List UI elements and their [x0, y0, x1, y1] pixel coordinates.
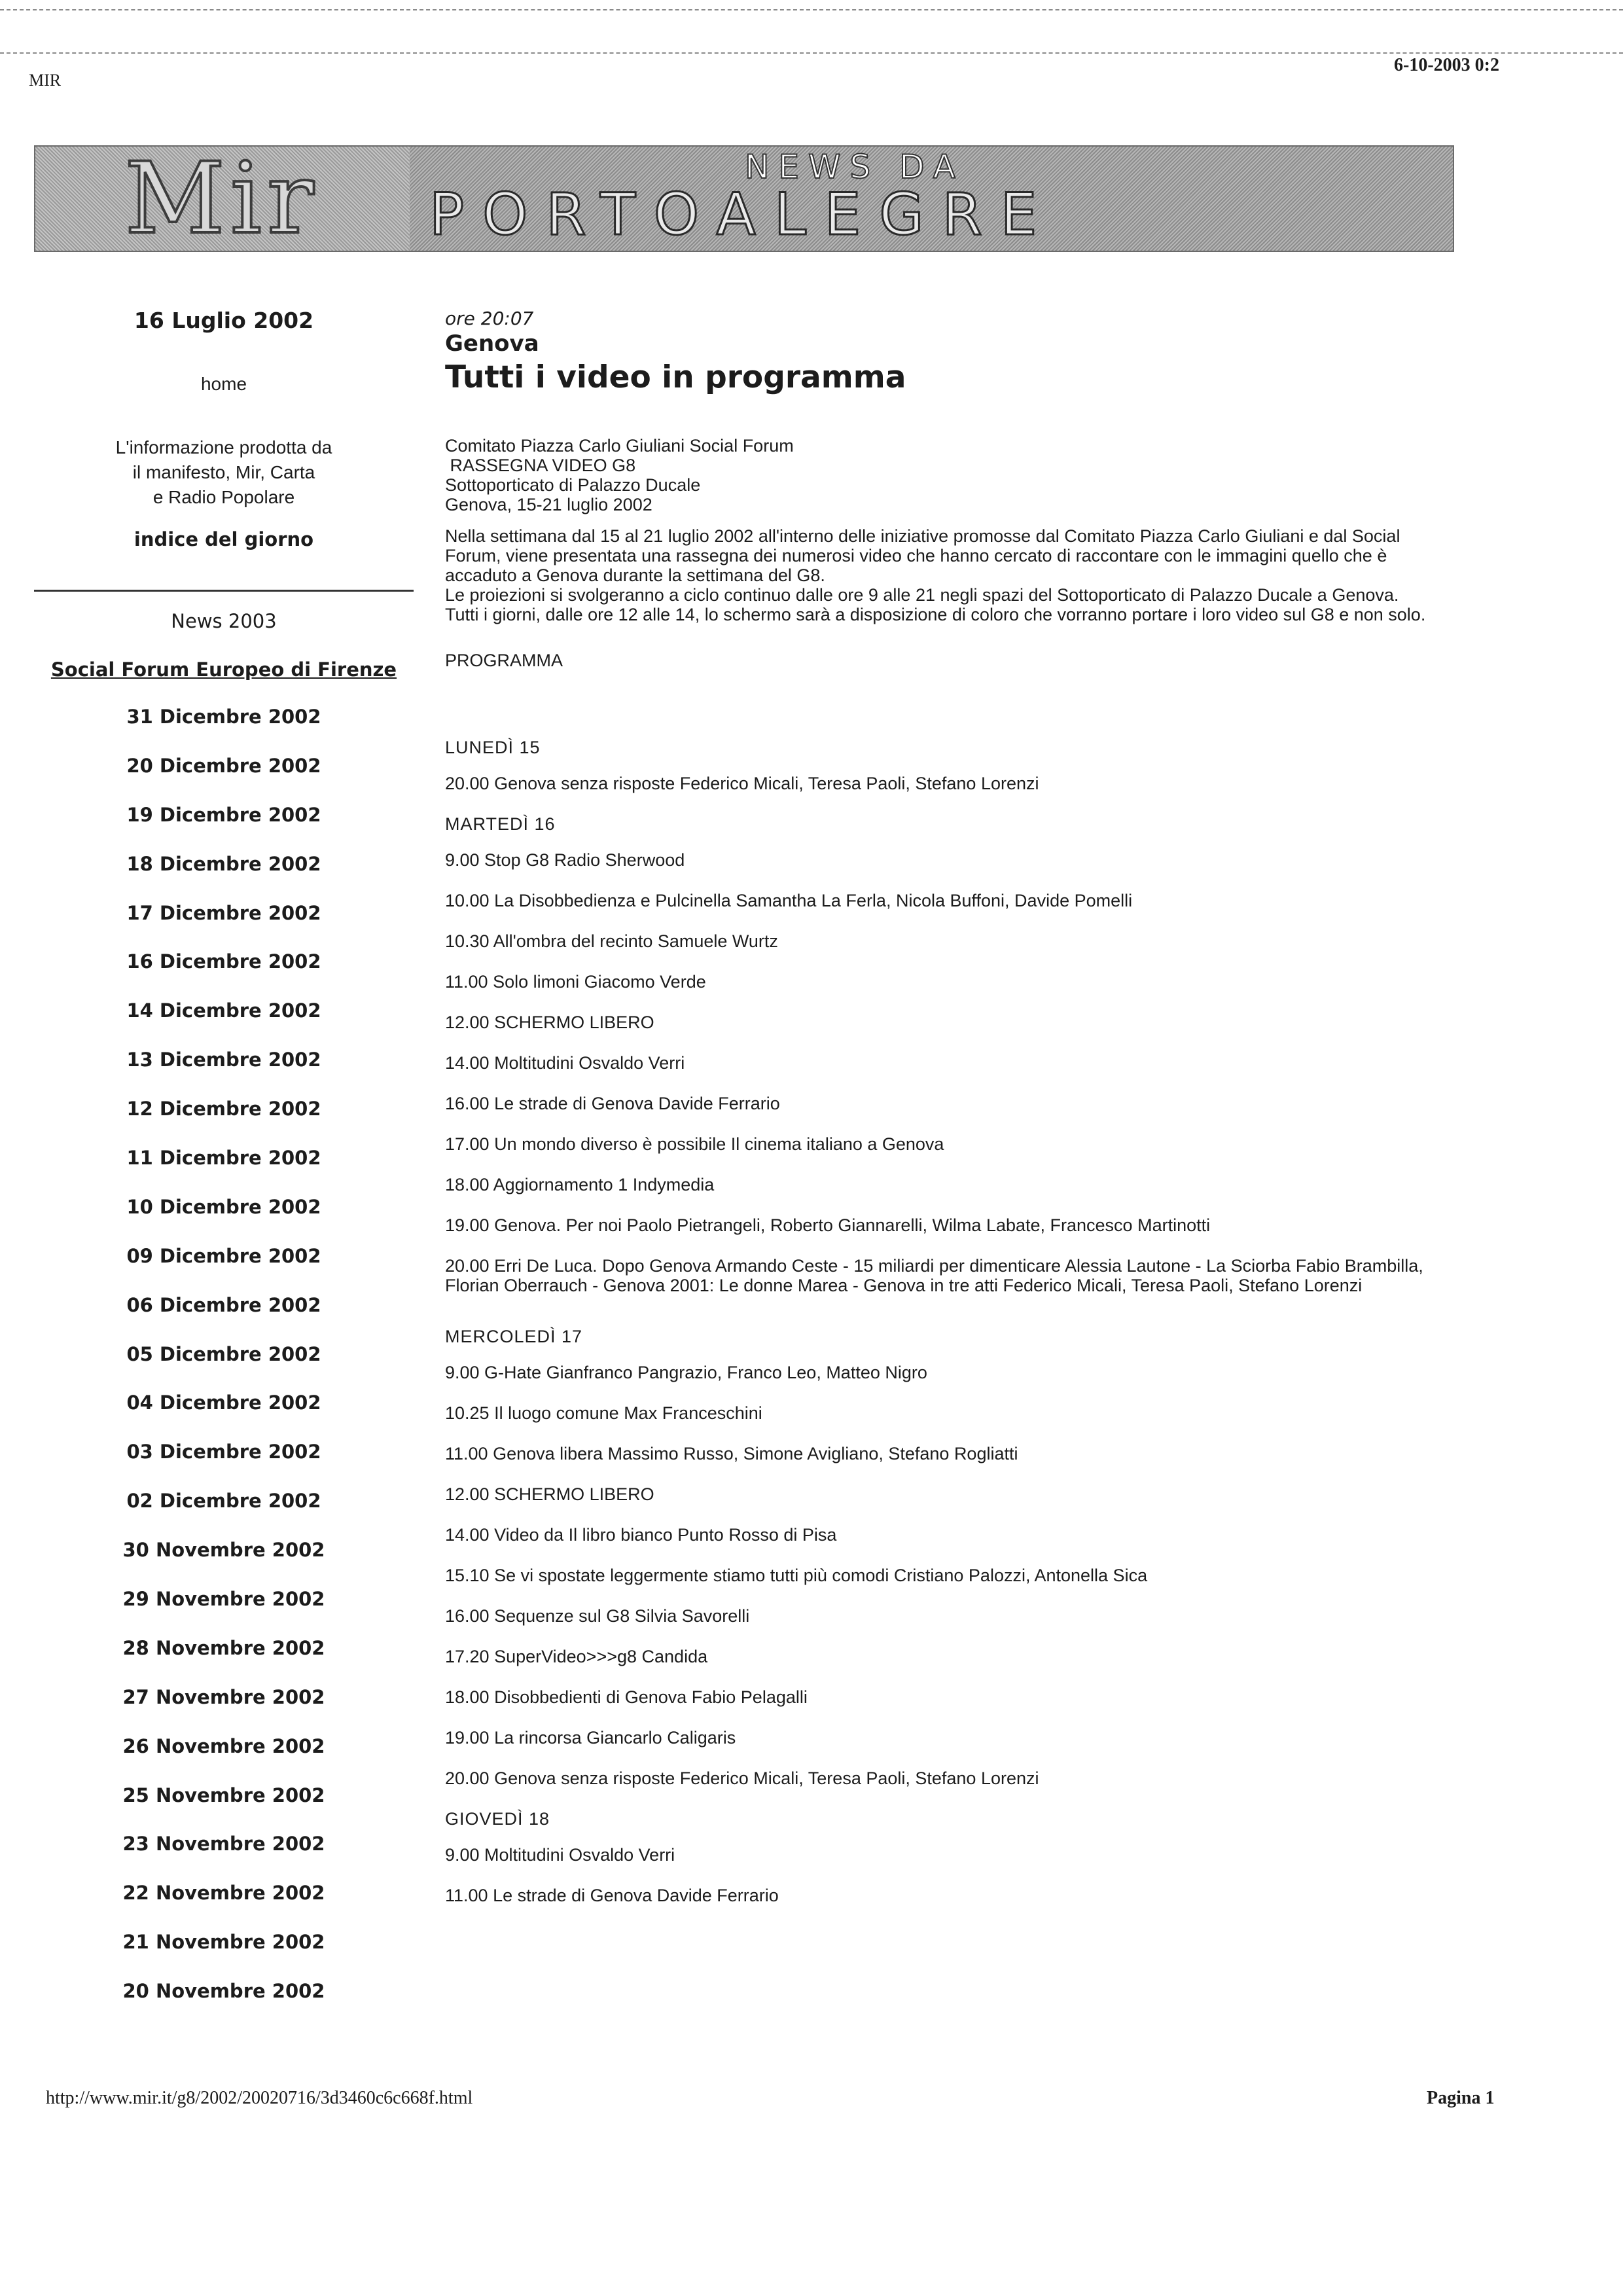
program-entry: 11.00 Solo limoni Giacomo Verde [445, 972, 706, 992]
program-heading: PROGRAMMA [445, 651, 563, 670]
article-city: Genova [445, 331, 539, 357]
archive-date-link[interactable]: 20 Novembre 2002 [122, 1980, 325, 2003]
info-line: e Radio Popolare [152, 487, 295, 507]
program-entry: 10.30 All'ombra del recinto Samuele Wurtz [445, 931, 778, 951]
program-entry: 19.00 Genova. Per noi Paolo Pietrangeli, Roberto Giannarelli, Wilma Labate, Francesco Martinotti [445, 1215, 1211, 1235]
event-header [445, 436, 1427, 514]
archive-date-link[interactable]: 04 Dicembre 2002 [126, 1391, 321, 1414]
day-title: LUNEDÌ 15 [445, 738, 541, 757]
site-banner[interactable] [34, 145, 1454, 252]
program-entry: 16.00 Le strade di Genova Davide Ferrario [445, 1094, 780, 1113]
archive-date-link[interactable]: 05 Dicembre 2002 [126, 1342, 321, 1365]
archive-date-link[interactable]: 23 Novembre 2002 [122, 1833, 325, 1856]
sidebar-divider [34, 590, 414, 592]
article [445, 308, 1427, 1926]
archive-date-link[interactable]: 02 Dicembre 2002 [126, 1490, 321, 1513]
print-footer-page: Pagina 1 [1427, 2088, 1495, 2108]
program-entry: 10.25 Il luogo comune Max Franceschini [445, 1403, 762, 1423]
program-entry: 15.10 Se vi spostate leggermente stiamo tutti più comodi Cristiano Palozzi, Antonella Sica [445, 1566, 1148, 1585]
intro-paragraph: Le proiezioni si svolgeranno a ciclo continuo dalle ore 9 alle 21 negli spazi del Sottoporticato di Palazzo Ducale a Genova. Tutti i giorni, dalle ore 12 alle 14, lo schermo sarà a disposizione di coloro che vorranno portare i loro video sul G8 e non solo. [445, 585, 1426, 624]
program-entry: 12.00 SCHERMO LIBERO [445, 1484, 654, 1504]
archive-date-link[interactable]: 29 Novembre 2002 [122, 1588, 325, 1611]
archive-date-link[interactable]: 03 Dicembre 2002 [126, 1441, 321, 1463]
banner-title: PORTOALEGRE [429, 181, 1056, 248]
program-entry: 11.00 Genova libera Massimo Russo, Simone Avigliano, Stefano Rogliatti [445, 1444, 1018, 1463]
event-header-line: Comitato Piazza Carlo Giuliani Social Forum [445, 436, 794, 456]
home-link[interactable]: home [200, 374, 247, 394]
print-header-timestamp: 6-10-2003 0:2 [1394, 55, 1499, 75]
event-header-line: Sottoporticato di Palazzo Ducale [445, 475, 701, 495]
archive-date-link[interactable]: 31 Dicembre 2002 [126, 706, 321, 728]
archive-date-link[interactable]: 26 Novembre 2002 [122, 1734, 325, 1757]
program-entry: 12.00 SCHERMO LIBERO [445, 1013, 654, 1032]
archive-date-link[interactable]: 06 Dicembre 2002 [126, 1293, 321, 1316]
article-time: ore 20:07 [445, 308, 534, 329]
program-entry: 20.00 Erri De Luca. Dopo Genova Armando Ceste - 15 miliardi per dimenticare Alessia Lautone - La Sciorba Fabio Brambilla, Florian Oberrauch - Genova 2001: Le donne Marea - Genova in tre atti Federico Micali, Teresa Paoli, Stefano Lorenzi [445, 1256, 1423, 1295]
program-entry: 9.00 Stop G8 Radio Sherwood [445, 850, 685, 870]
day-title: MERCOLEDÌ 17 [445, 1327, 583, 1346]
program-entry: 9.00 Moltitudini Osvaldo Verri [445, 1845, 675, 1865]
day-title: MARTEDÌ 16 [445, 814, 556, 834]
event-header-line: RASSEGNA VIDEO G8 [445, 456, 636, 475]
program-schedule [445, 738, 1427, 1926]
program-entry: 18.00 Aggiornamento 1 Indymedia [445, 1175, 715, 1194]
program-entry: 17.00 Un mondo diverso è possibile Il cinema italiano a Genova [445, 1134, 944, 1154]
scan-edge-line [0, 9, 1623, 10]
current-date: 16 Luglio 2002 [134, 308, 314, 333]
archive-date-link[interactable]: 21 Novembre 2002 [122, 1931, 325, 1954]
info-credits [34, 435, 414, 510]
mir-logo: Mir [124, 145, 319, 252]
archive-date-link[interactable]: 13 Dicembre 2002 [126, 1049, 321, 1071]
archive-date-link[interactable]: 28 Novembre 2002 [122, 1636, 325, 1659]
article-intro [445, 526, 1427, 624]
program-entry: 16.00 Sequenze sul G8 Silvia Savorelli [445, 1606, 750, 1626]
program-entry: 20.00 Genova senza risposte Federico Micali, Teresa Paoli, Stefano Lorenzi [445, 774, 1039, 793]
article-headline: Tutti i video in programma [445, 359, 906, 395]
archive-date-link[interactable]: 12 Dicembre 2002 [126, 1098, 321, 1121]
archive-date-link[interactable]: 25 Novembre 2002 [122, 1784, 325, 1806]
archive-date-link[interactable]: 30 Novembre 2002 [122, 1539, 325, 1562]
news-2003-link[interactable]: News 2003 [171, 610, 277, 632]
archive-date-link[interactable]: 11 Dicembre 2002 [126, 1147, 321, 1170]
program-entry: 19.00 La rincorsa Giancarlo Caligaris [445, 1728, 736, 1748]
program-entry: 11.00 Le strade di Genova Davide Ferrario [445, 1886, 779, 1905]
day-title: GIOVEDÌ 18 [445, 1809, 550, 1829]
program-entry: 18.00 Disobbedienti di Genova Fabio Pelagalli [445, 1687, 808, 1707]
archive-date-list [34, 706, 414, 2029]
archive-date-link[interactable]: 14 Dicembre 2002 [126, 999, 321, 1022]
archive-date-link[interactable]: 17 Dicembre 2002 [126, 901, 321, 924]
day-index-link[interactable]: indice del giorno [134, 528, 314, 550]
archive-date-link[interactable]: 10 Dicembre 2002 [126, 1195, 321, 1218]
program-entry: 14.00 Video da Il libro bianco Punto Rosso di Pisa [445, 1525, 837, 1545]
banner-title-area [410, 147, 1453, 251]
print-header-left: MIR [29, 71, 62, 90]
archive-date-link[interactable]: 22 Novembre 2002 [122, 1882, 325, 1905]
program-entry: 10.00 La Disobbedienza e Pulcinella Samantha La Ferla, Nicola Buffoni, Davide Pomelli [445, 891, 1133, 910]
program-entry: 9.00 G-Hate Gianfranco Pangrazio, Franco Leo, Matteo Nigro [445, 1363, 927, 1382]
archive-date-link[interactable]: 20 Dicembre 2002 [126, 754, 321, 777]
forum-link[interactable]: Social Forum Europeo di Firenze [50, 658, 397, 681]
archive-date-link[interactable]: 16 Dicembre 2002 [126, 950, 321, 973]
program-entry: 14.00 Moltitudini Osvaldo Verri [445, 1053, 685, 1073]
program-entry: 20.00 Genova senza risposte Federico Micali, Teresa Paoli, Stefano Lorenzi [445, 1768, 1039, 1788]
info-line: L'informazione prodotta da [115, 437, 332, 457]
banner-subtitle: NEWS DA [745, 148, 965, 186]
archive-date-link[interactable]: 09 Dicembre 2002 [126, 1244, 321, 1267]
archive-date-link[interactable]: 19 Dicembre 2002 [126, 803, 321, 826]
event-header-line: Genova, 15-21 luglio 2002 [445, 495, 652, 514]
archive-date-link[interactable]: 18 Dicembre 2002 [126, 852, 321, 875]
info-line: il manifesto, Mir, Carta [132, 462, 315, 482]
program-entry: 17.20 SuperVideo>>>g8 Candida [445, 1647, 708, 1666]
scan-header-line [0, 52, 1623, 54]
sidebar [34, 308, 414, 2029]
print-footer-url: http://www.mir.it/g8/2002/20020716/3d3460c6c668f.html [46, 2088, 473, 2108]
intro-paragraph: Nella settimana dal 15 al 21 luglio 2002 all'interno delle iniziative promosse dal Comitato Piazza Carlo Giuliani e dal Social Forum, viene presentata una rassegna dei numerosi video che hanno cercato di raccontare con le immagini quello che è accaduto a Genova durante la settimana del G8. [445, 526, 1400, 585]
archive-date-link[interactable]: 27 Novembre 2002 [122, 1685, 325, 1708]
